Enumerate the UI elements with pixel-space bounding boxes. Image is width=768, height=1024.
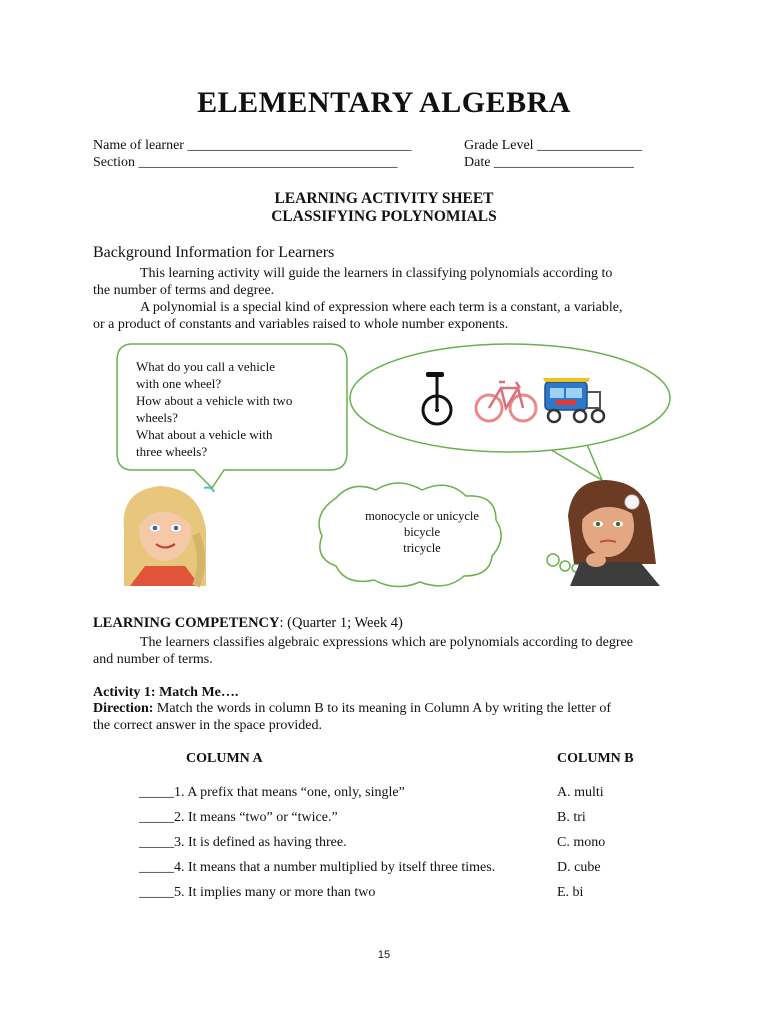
direction-line2: the correct answer in the space provided. <box>93 718 322 733</box>
competency-quarter: : (Quarter 1; Week 4) <box>279 615 403 631</box>
sheet-title-line1: LEARNING ACTIVITY SHEET <box>274 190 494 207</box>
column-b-item: E. bi <box>557 885 584 900</box>
column-b-item: B. tri <box>557 810 586 825</box>
direction-text: Match the words in column B to its meaning in Column A by writing the letter of <box>153 701 612 716</box>
background-p1-line1: This learning activity will guide the learners in classifying polynomials according to <box>140 266 613 281</box>
answer-line: bicycle <box>403 525 441 539</box>
girl-left-avatar <box>124 486 214 586</box>
answer-text <box>342 508 502 556</box>
illustration <box>0 330 768 600</box>
column-a-item: _____4. It means that a number multiplied by itself three times. <box>139 860 496 875</box>
date-field: Date ____________________ <box>464 155 634 170</box>
question-line: wheels? <box>136 410 178 425</box>
page-number: 15 <box>377 949 391 961</box>
direction-label: Direction: <box>93 701 154 716</box>
page-title: ELEMENTARY ALGEBRA <box>197 86 571 119</box>
girl-right-avatar <box>568 480 660 586</box>
background-p2-line1: A polynomial is a special kind of expression where each term is a constant, a variable, <box>140 300 623 315</box>
activity-title: Activity 1: Match Me…. <box>93 685 239 700</box>
answer-line: monocycle or unicycle <box>365 509 479 523</box>
column-a-item: _____3. It is defined as having three. <box>139 835 347 850</box>
column-a-item: _____2. It means “two” or “twice.” <box>139 810 338 825</box>
question-line: How about a vehicle with two <box>136 393 293 408</box>
column-b-item: A. multi <box>557 785 604 800</box>
sheet-title-line2: CLASSIFYING POLYNOMIALS <box>271 208 497 225</box>
answer-line: tricycle <box>403 541 441 555</box>
question-text <box>136 358 292 460</box>
direction-line1 <box>93 700 611 717</box>
column-b-item: D. cube <box>557 860 601 875</box>
section-field: Section _____________________________________ <box>93 155 398 170</box>
name-field: Name of learner ________________________________ <box>93 138 412 153</box>
question-line: What do you call a vehicle <box>136 359 275 374</box>
background-heading: Background Information for Learners <box>93 244 335 261</box>
column-b-header: COLUMN B <box>557 751 634 766</box>
question-line: three wheels? <box>136 444 208 459</box>
question-line: What about a vehicle with <box>136 427 273 442</box>
background-p2-line2: or a product of constants and variables raised to whole number exponents. <box>93 317 509 332</box>
column-a-item: _____5. It implies many or more than two <box>139 885 376 900</box>
competency-label: LEARNING COMPETENCY <box>93 615 280 631</box>
column-a-item: _____1. A prefix that means “one, only, single” <box>139 785 405 800</box>
competency-line <box>93 615 403 632</box>
column-a-header: COLUMN A <box>186 751 263 766</box>
question-line: with one wheel? <box>136 376 222 391</box>
competency-text-line1: The learners classifies algebraic expressions which are polynomials according to degree <box>140 635 633 650</box>
competency-text-line2: and number of terms. <box>93 652 213 667</box>
column-b-item: C. mono <box>557 835 606 850</box>
background-p1-line2: the number of terms and degree. <box>93 283 275 298</box>
grade-level-field: Grade Level _______________ <box>464 138 643 153</box>
